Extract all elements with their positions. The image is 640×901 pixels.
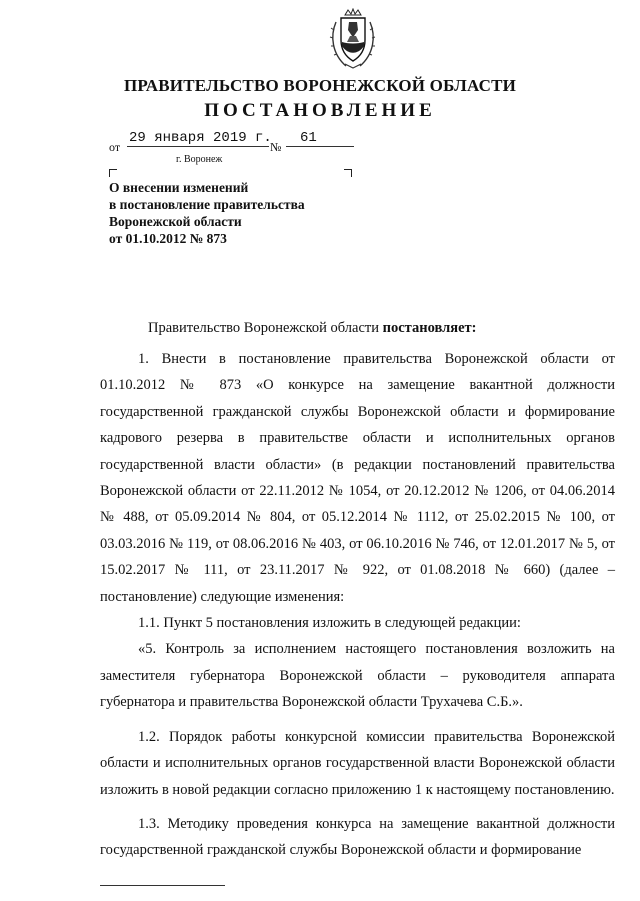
document-date: 29 января 2019 г. <box>129 130 272 146</box>
preamble-text: Правительство Воронежской области <box>148 320 383 336</box>
preamble-verb: постановляет: <box>382 320 477 336</box>
document-subject <box>109 179 305 247</box>
subject-line: О внесении изменений <box>109 180 249 195</box>
paragraph: 1.2. Порядок работы конкурсной комиссии правительства Воронежской области и исполнительных органов государственной власти Воронежской области изложить в новой редакции согласно приложению 1 к настоящему постановлению. <box>100 728 615 798</box>
organization-name: ПРАВИТЕЛЬСТВО ВОРОНЕЖСКОЙ ОБЛАСТИ <box>123 76 517 95</box>
date-prefix: от <box>109 140 121 154</box>
number-sign: № <box>270 140 282 154</box>
coat-of-arms-icon <box>328 8 378 72</box>
paragraph: «5. Контроль за исполнением настоящего постановления возложить на заместителя губернатора Воронежской области – руководителя аппарата губернатора и правительства Воронежской области Трухачева С.Б.». <box>100 641 615 711</box>
preamble <box>148 320 476 337</box>
city: г. Воронеж <box>176 154 223 165</box>
footnote-divider <box>100 885 225 886</box>
subject-line: Воронежской области <box>109 214 242 229</box>
document-number: 61 <box>286 130 354 147</box>
subject-line: от 01.10.2012 № 873 <box>109 231 227 246</box>
document-body <box>100 346 615 864</box>
paragraph: 1. Внести в постановление правительства Воронежской области от 01.10.2012 № 873 «О конкурсе на замещение вакантной должности государственной гражданской службы Воронежской области и формирование кадрового резерва в правительстве области и исполнительных органов государственной власти области» (в редакции постановлений правительства Воронежской области от 22.11.2012 № 1054, от 20.12.2012 № 1206, от 04.06.2014 № 488, от 05.09.2014 № 804, от 05.12.2014 № 1112, от 25.02.2015 № 100, от 03.03.2016 № 119, от 08.06.2016 № 403, от 06.10.2016 № 746, от 12.01.2017 № 5, от 15.02.2017 № 111, от 23.11.2017 № 922, от 01.08.2018 № 660) (далее – постановление) следующие изменения: <box>100 351 615 605</box>
paragraph: 1.1. Пункт 5 постановления изложить в следующей редакции: <box>138 615 521 632</box>
subject-bracket-left <box>109 169 117 177</box>
paragraph: 1.3. Методику проведения конкурса на замещение вакантной должности государственной гражданской службы Воронежской области и формирование <box>100 815 615 859</box>
document-type: ПОСТАНОВЛЕНИЕ <box>204 100 436 121</box>
subject-bracket-right <box>344 169 352 177</box>
subject-line: в постановление правительства <box>109 197 305 212</box>
